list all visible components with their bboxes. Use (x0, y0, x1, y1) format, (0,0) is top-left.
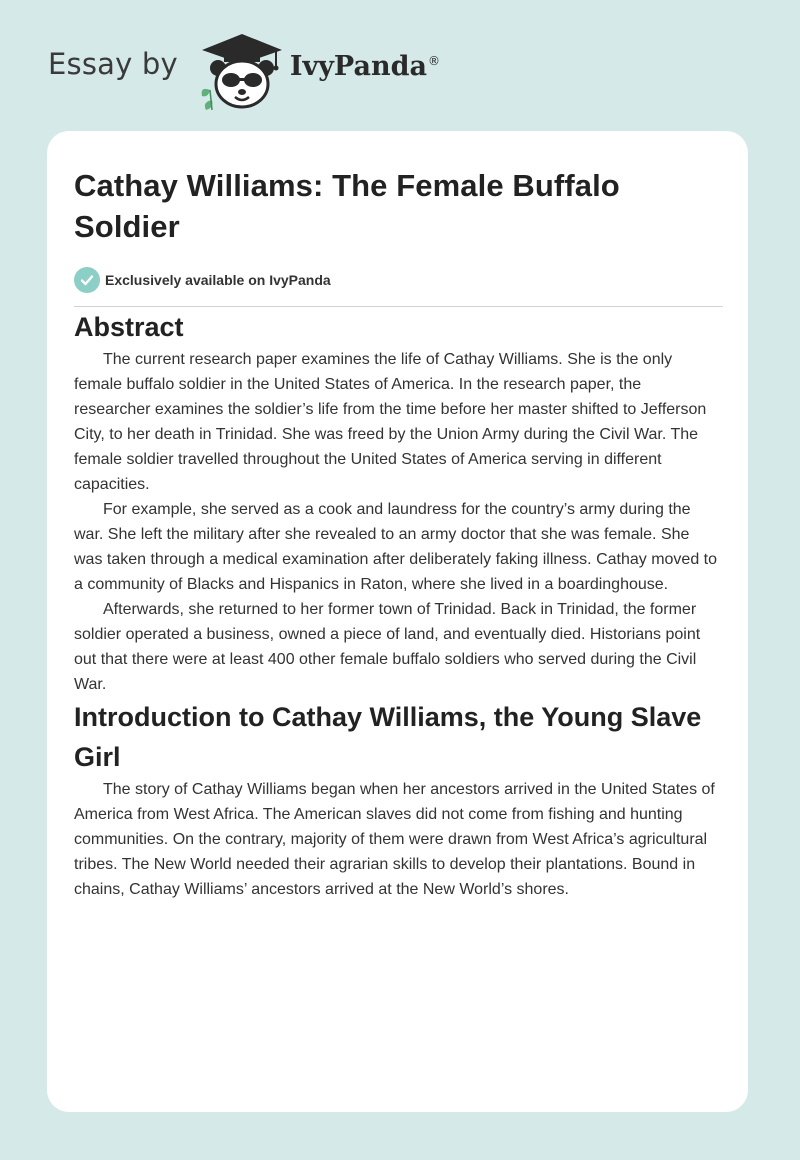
section-heading-introduction: Introduction to Cathay Williams, the Young Slave Girl (74, 702, 702, 772)
brand-prefix: Essay by (48, 47, 178, 81)
check-icon (74, 267, 100, 293)
paragraph: Afterwards, she returned to her former town of Trinidad. Back in Trinidad, the former soldier operated a business, owned a piece of land, and eventually died. Historians point out that there were at least 400 other female buffalo soldiers who served during the Civil War. (74, 601, 701, 693)
essay-title: Cathay Williams: The Female Buffalo Soldier (74, 168, 620, 244)
site-header (48, 30, 440, 110)
brand-name[interactable]: IvyPanda® (289, 50, 440, 82)
exclusive-label: Exclusively available on IvyPanda (105, 272, 331, 288)
paragraph: For example, she served as a cook and laundress for the country’s army during the war. She left the military after she revealed to an army doctor that she was female. She was taken through a medical examination after deliberately faking illness. Cathay moved to a community of Blacks and Hispanics in Raton, where she lived in a boardinghouse. (74, 501, 718, 593)
panda-logo-icon[interactable] (194, 30, 286, 110)
paragraph: The current research paper examines the life of Cathay Williams. She is the only female buffalo soldier in the United States of America. In the research paper, the researcher examines the soldier’s life from the time before her master shifted to Jefferson City, to her death in Trinidad. She was freed by the Union Army during the Civil War. The female soldier travelled throughout the United States of America serving in different capacities. (74, 351, 707, 493)
section-heading-abstract: Abstract (74, 312, 184, 342)
paragraph: The story of Cathay Williams began when her ancestors arrived in the United States of America from West Africa. The American slaves did not come from fishing and hunting communities. On the contrary, majority of them were drawn from West Africa’s agricultural tribes. The New World needed their agrarian skills to develop their plantations. Bound in chains, Cathay Williams’ ancestors arrived at the New World’s shores. (74, 781, 715, 898)
essay-card (47, 131, 748, 1112)
exclusive-badge (74, 266, 722, 294)
registered-mark: ® (427, 53, 440, 68)
abstract-section (74, 307, 722, 697)
introduction-section (74, 697, 722, 902)
